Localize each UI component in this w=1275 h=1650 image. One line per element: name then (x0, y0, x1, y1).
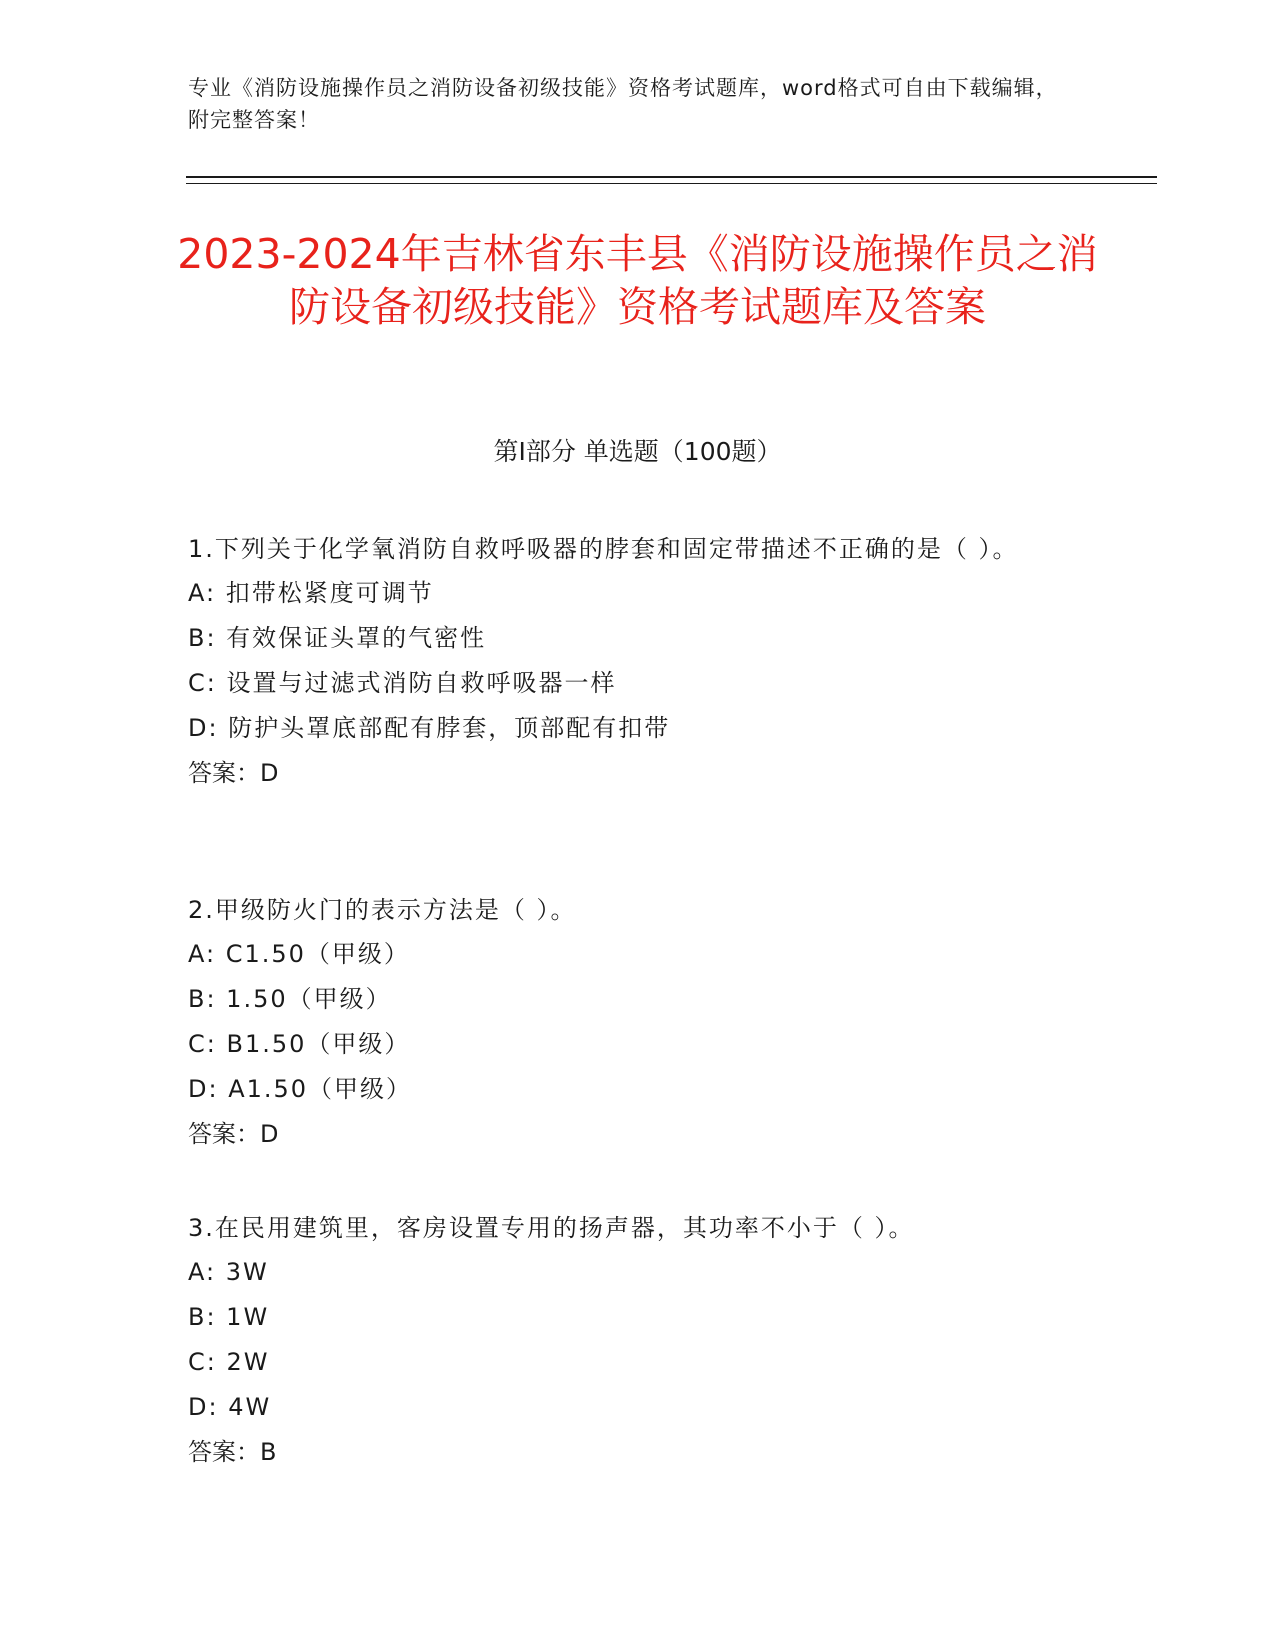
option-a: A: 扣带松紧度可调节 (188, 579, 434, 607)
option-d: D: A1.50（甲级） (188, 1075, 413, 1103)
option-a: A: 3W (188, 1258, 269, 1286)
section-heading: 第I部分 单选题（100题） (493, 437, 782, 466)
option-a: A: C1.50（甲级） (188, 940, 410, 968)
option-d: D: 防护头罩底部配有脖套，顶部配有扣带 (188, 714, 671, 742)
answer: 答案：D (188, 1120, 279, 1148)
option-c: C: 设置与过滤式消防自救呼吸器一样 (188, 669, 617, 697)
header-divider-thin (186, 183, 1157, 184)
answer: 答案：D (188, 759, 279, 787)
option-d: D: 4W (188, 1393, 272, 1421)
header-divider-thick (186, 176, 1157, 178)
question-stem: 2.甲级防火门的表示方法是（ ）。 (188, 896, 577, 924)
question-3 (188, 1206, 1068, 1475)
option-b: B: 1.50（甲级） (188, 985, 392, 1013)
option-c: C: 2W (188, 1348, 270, 1376)
option-b: B: 1W (188, 1303, 270, 1331)
question-2 (188, 888, 1068, 1157)
document-intro: 专业《消防设施操作员之消防设备初级技能》资格考试题库，word格式可自由下载编辑，附完整答案！ (188, 76, 1058, 132)
question-stem: 1.下列关于化学氧消防自救呼吸器的脖套和固定带描述不正确的是（ ）。 (188, 535, 1019, 563)
document-title: 2023-2024年吉林省东丰县《消防设施操作员之消防设备初级技能》资格考试题库及答案 (177, 230, 1098, 331)
question-stem: 3.在民用建筑里，客房设置专用的扬声器，其功率不小于（ ）。 (188, 1214, 915, 1242)
option-c: C: B1.50（甲级） (188, 1030, 411, 1058)
answer: 答案：B (188, 1438, 277, 1466)
question-1 (188, 527, 1068, 796)
option-b: B: 有效保证头罩的气密性 (188, 624, 487, 652)
